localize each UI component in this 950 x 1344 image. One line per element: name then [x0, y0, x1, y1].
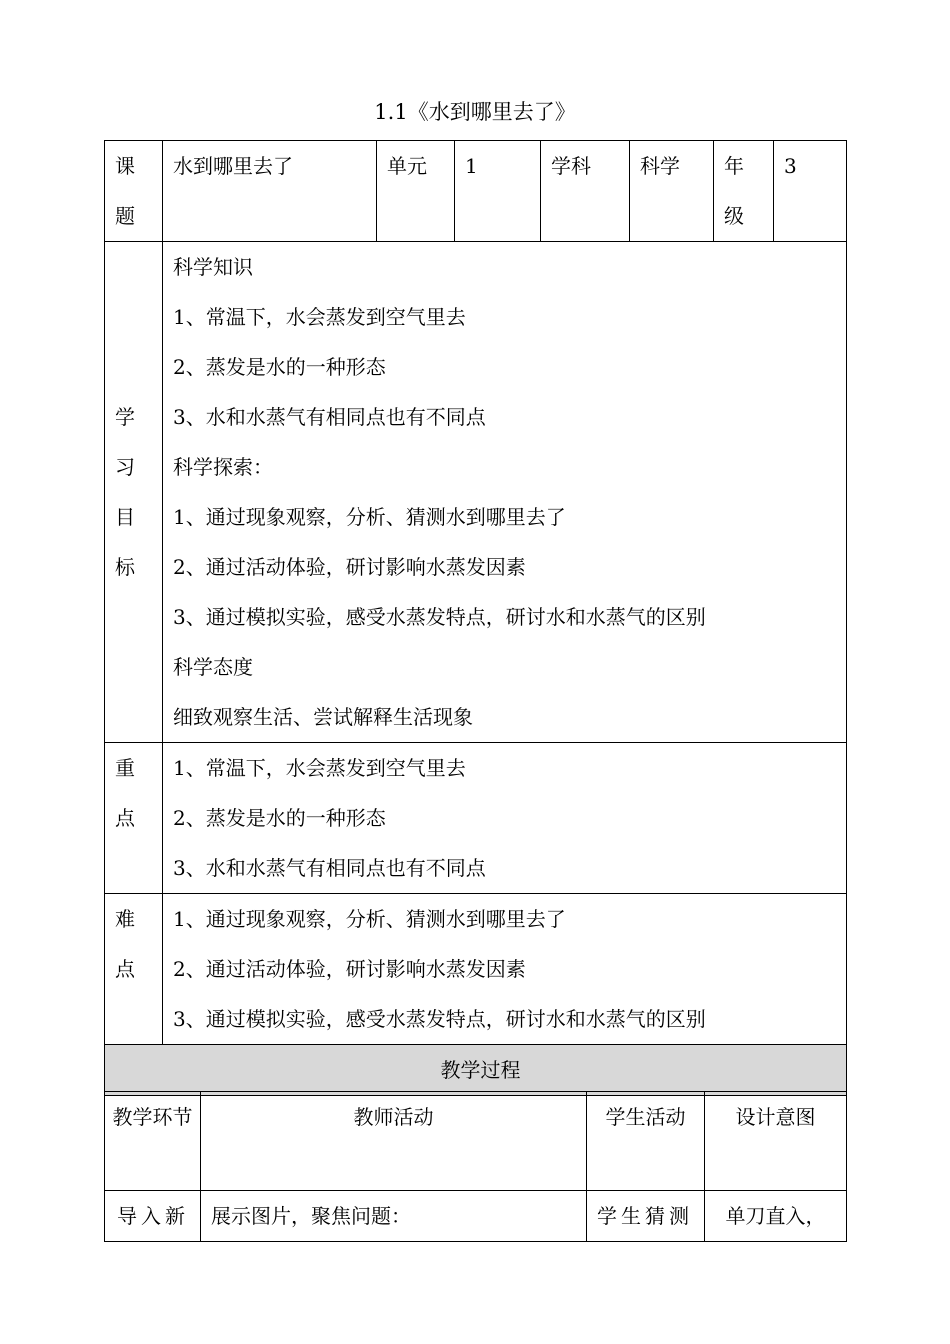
subject-value: 科学	[630, 141, 714, 242]
subject-label: 学科	[541, 141, 630, 242]
difficulty-line: 2、通过活动体验，研讨影响水蒸发因素	[173, 957, 526, 981]
process-header-row	[105, 1045, 847, 1096]
key-point-line: 3、水和水蒸气有相同点也有不同点	[173, 856, 486, 880]
objective-line: 2、通过活动体验，研讨影响水蒸发因素	[173, 555, 526, 579]
column-student-header: 学生活动	[587, 1092, 705, 1191]
objective-line: 2、蒸发是水的一种形态	[173, 355, 386, 379]
intent-cell: 单刀直入，	[705, 1191, 847, 1242]
topic-label: 课题	[115, 154, 135, 228]
objective-line: 1、常温下，水会蒸发到空气里去	[173, 305, 466, 329]
process-row	[105, 1191, 847, 1242]
document-title: 1.1《水到哪里去了》	[374, 100, 576, 124]
difficulties-label: 难点	[115, 907, 135, 981]
column-stage-header: 教学环节	[105, 1092, 201, 1191]
grade-label-cell	[714, 141, 774, 242]
difficulties-row	[105, 894, 847, 1045]
objectives-content	[163, 242, 847, 743]
difficulties-content	[163, 894, 847, 1045]
stage-cell: 导入新	[105, 1191, 201, 1242]
objectives-label-cell	[105, 242, 163, 743]
difficulties-label-cell	[105, 894, 163, 1045]
grade-label: 年级	[724, 154, 744, 228]
objective-line: 3、通过模拟实验，感受水蒸发特点，研讨水和水蒸气的区别	[173, 605, 706, 629]
key-points-label-cell	[105, 743, 163, 894]
column-teacher-header: 教师活动	[201, 1092, 587, 1191]
key-points-row	[105, 743, 847, 894]
objectives-row	[105, 242, 847, 743]
objective-line: 科学探索：	[173, 455, 273, 479]
objective-line: 1、通过现象观察，分析、猜测水到哪里去了	[173, 505, 566, 529]
topic-label-cell	[105, 141, 163, 242]
meta-row	[105, 141, 847, 242]
objectives-label: 学习目标	[115, 405, 135, 579]
difficulty-line: 1、通过现象观察，分析、猜测水到哪里去了	[173, 907, 566, 931]
grade-value: 3	[774, 141, 847, 242]
difficulty-line: 3、通过模拟实验，感受水蒸发特点，研讨水和水蒸气的区别	[173, 1007, 706, 1031]
topic-value: 水到哪里去了	[163, 141, 377, 242]
objective-line: 科学态度	[173, 655, 253, 679]
lesson-plan-table	[104, 140, 847, 1096]
key-points-label: 重点	[115, 756, 135, 830]
column-intent-header: 设计意图	[705, 1092, 847, 1191]
process-header: 教学过程	[105, 1045, 847, 1096]
teacher-cell: 展示图片，聚焦问题：	[201, 1191, 587, 1242]
process-columns-row	[105, 1092, 847, 1191]
objective-line: 细致观察生活、尝试解释生活现象	[173, 705, 473, 729]
objective-line: 3、水和水蒸气有相同点也有不同点	[173, 405, 486, 429]
student-cell: 学生猜测	[587, 1191, 705, 1242]
key-point-line: 1、常温下，水会蒸发到空气里去	[173, 756, 466, 780]
objective-line: 科学知识	[173, 255, 253, 279]
key-points-content	[163, 743, 847, 894]
key-point-line: 2、蒸发是水的一种形态	[173, 806, 386, 830]
process-table	[104, 1091, 847, 1242]
unit-value: 1	[455, 141, 541, 242]
unit-label: 单元	[377, 141, 455, 242]
